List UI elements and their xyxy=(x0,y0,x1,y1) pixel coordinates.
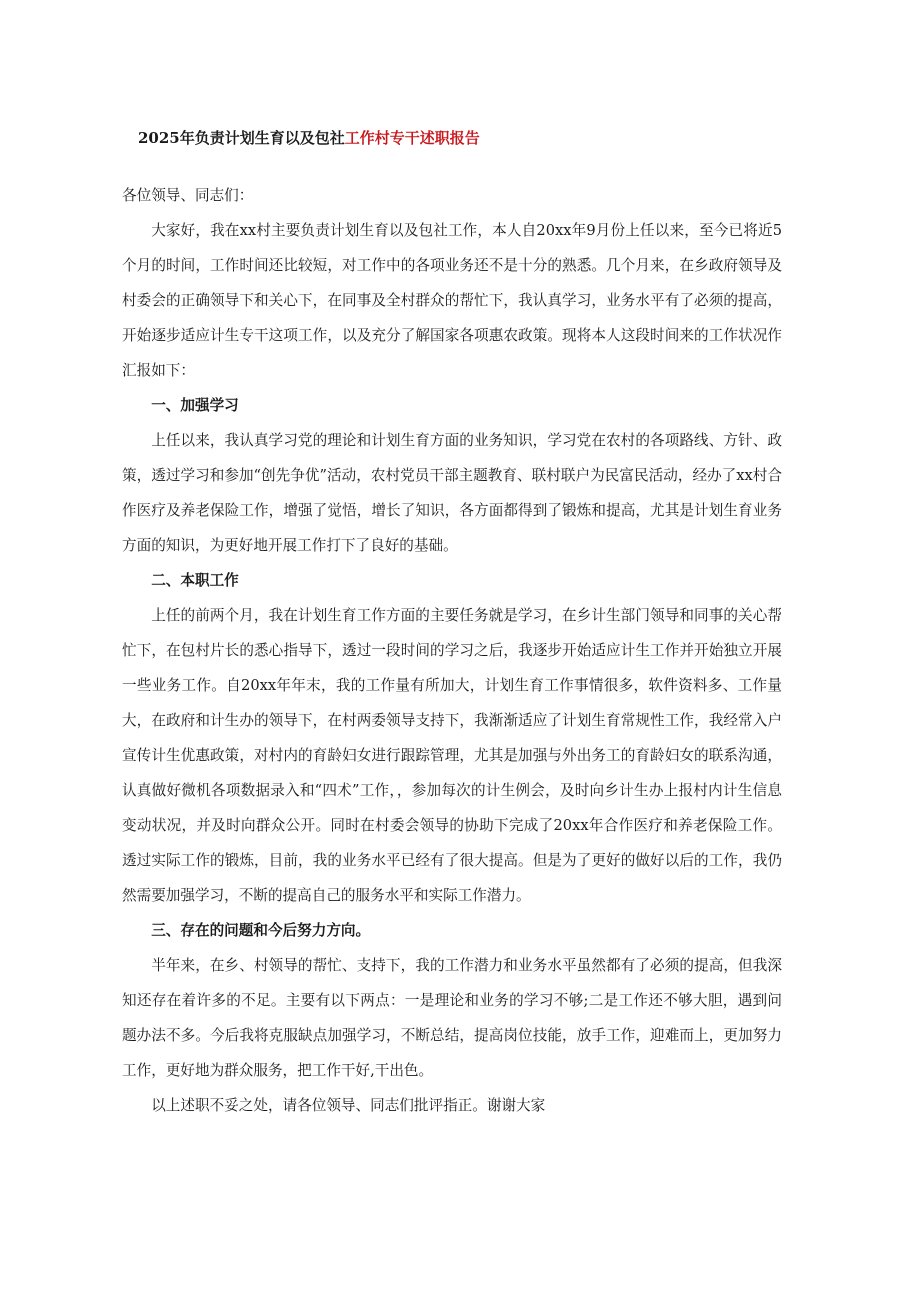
intro-paragraph: 大家好，我在xx村主要负责计划生育以及包社工作，本人自20xx年9月份上任以来，至今已将近5个月的时间，工作时间还比较短，对工作中的各项业务还不是十分的熟悉。几个月来，在乡政府领导及村委会的正确领导下和关心下，在同事及全村群众的帮忙下，我认真学习，业务水平有了必须的提高，开始逐步适应计生专干这项工作，以及充分了解国家各项惠农政策。现将本人这段时间来的工作状况作汇报如下： xyxy=(122,222,782,379)
section-heading-1: 一、加强学习 xyxy=(151,397,239,414)
section-body-3: 半年来，在乡、村领导的帮忙、支持下，我的工作潜力和业务水平虽然都有了必须的提高，但我深知还存在着许多的不足。主要有以下两点：一是理论和业务的学习不够;二是工作还不够大胆，遇到问题办法不多。今后我将克服缺点加强学习，不断总结，提高岗位技能，放手工作，迎难而上，更加努力工作，更好地为群众服务，把工作干好,干出色。 xyxy=(122,957,782,1079)
greeting: 各位领导、同志们： xyxy=(122,187,254,204)
page-title xyxy=(138,128,480,148)
title-highlight: 工作村专干述职报告 xyxy=(344,129,480,147)
title-main: 2025年负责计划生育以及包社 xyxy=(138,129,345,147)
section-body-1: 上任以来，我认真学习党的理论和计划生育方面的业务知识，学习党在农村的各项路线、方针、政策，透过学习和参加“创先争优”活动，农村党员干部主题教育、联村联户为民富民活动，经办了xx村合作医疗及养老保险工作，增强了觉悟，增长了知识，各方面都得到了锻炼和提高，尤其是计划生育业务方面的知识，为更好地开展工作打下了良好的基础。 xyxy=(122,432,782,554)
document-body xyxy=(122,178,782,1123)
section-heading-3: 三、存在的问题和今后努力方向。 xyxy=(151,922,371,939)
closing-paragraph: 以上述职不妥之处，请各位领导、同志们批评指正。谢谢大家 xyxy=(151,1097,546,1114)
section-heading-2: 二、本职工作 xyxy=(151,572,239,589)
section-body-2: 上任的前两个月，我在计划生育工作方面的主要任务就是学习，在乡计生部门领导和同事的关心帮忙下，在包村片长的悉心指导下，透过一段时间的学习之后，我逐步开始适应计生工作并开始独立开展一些业务工作。自20xx年年末，我的工作量有所加大，计划生育工作事情很多，软件资料多、工作量大，在政府和计生办的领导下，在村两委领导支持下，我渐渐适应了计划生育常规性工作，我经常入户宣传计生优惠政策，对村内的育龄妇女进行跟踪管理，尤其是加强与外出务工的育龄妇女的联系沟通，认真做好微机各项数据录入和“四术”工作，，参加每次的计生例会，及时向乡计生办上报村内计生信息变动状况，并及时向群众公开。同时在村委会领导的协助下完成了20xx年合作医疗和养老保险工作。透过实际工作的锻炼，目前，我的业务水平已经有了很大提高。但是为了更好的做好以后的工作，我仍然需要加强学习，不断的提高自己的服务水平和实际工作潜力。 xyxy=(122,607,782,904)
